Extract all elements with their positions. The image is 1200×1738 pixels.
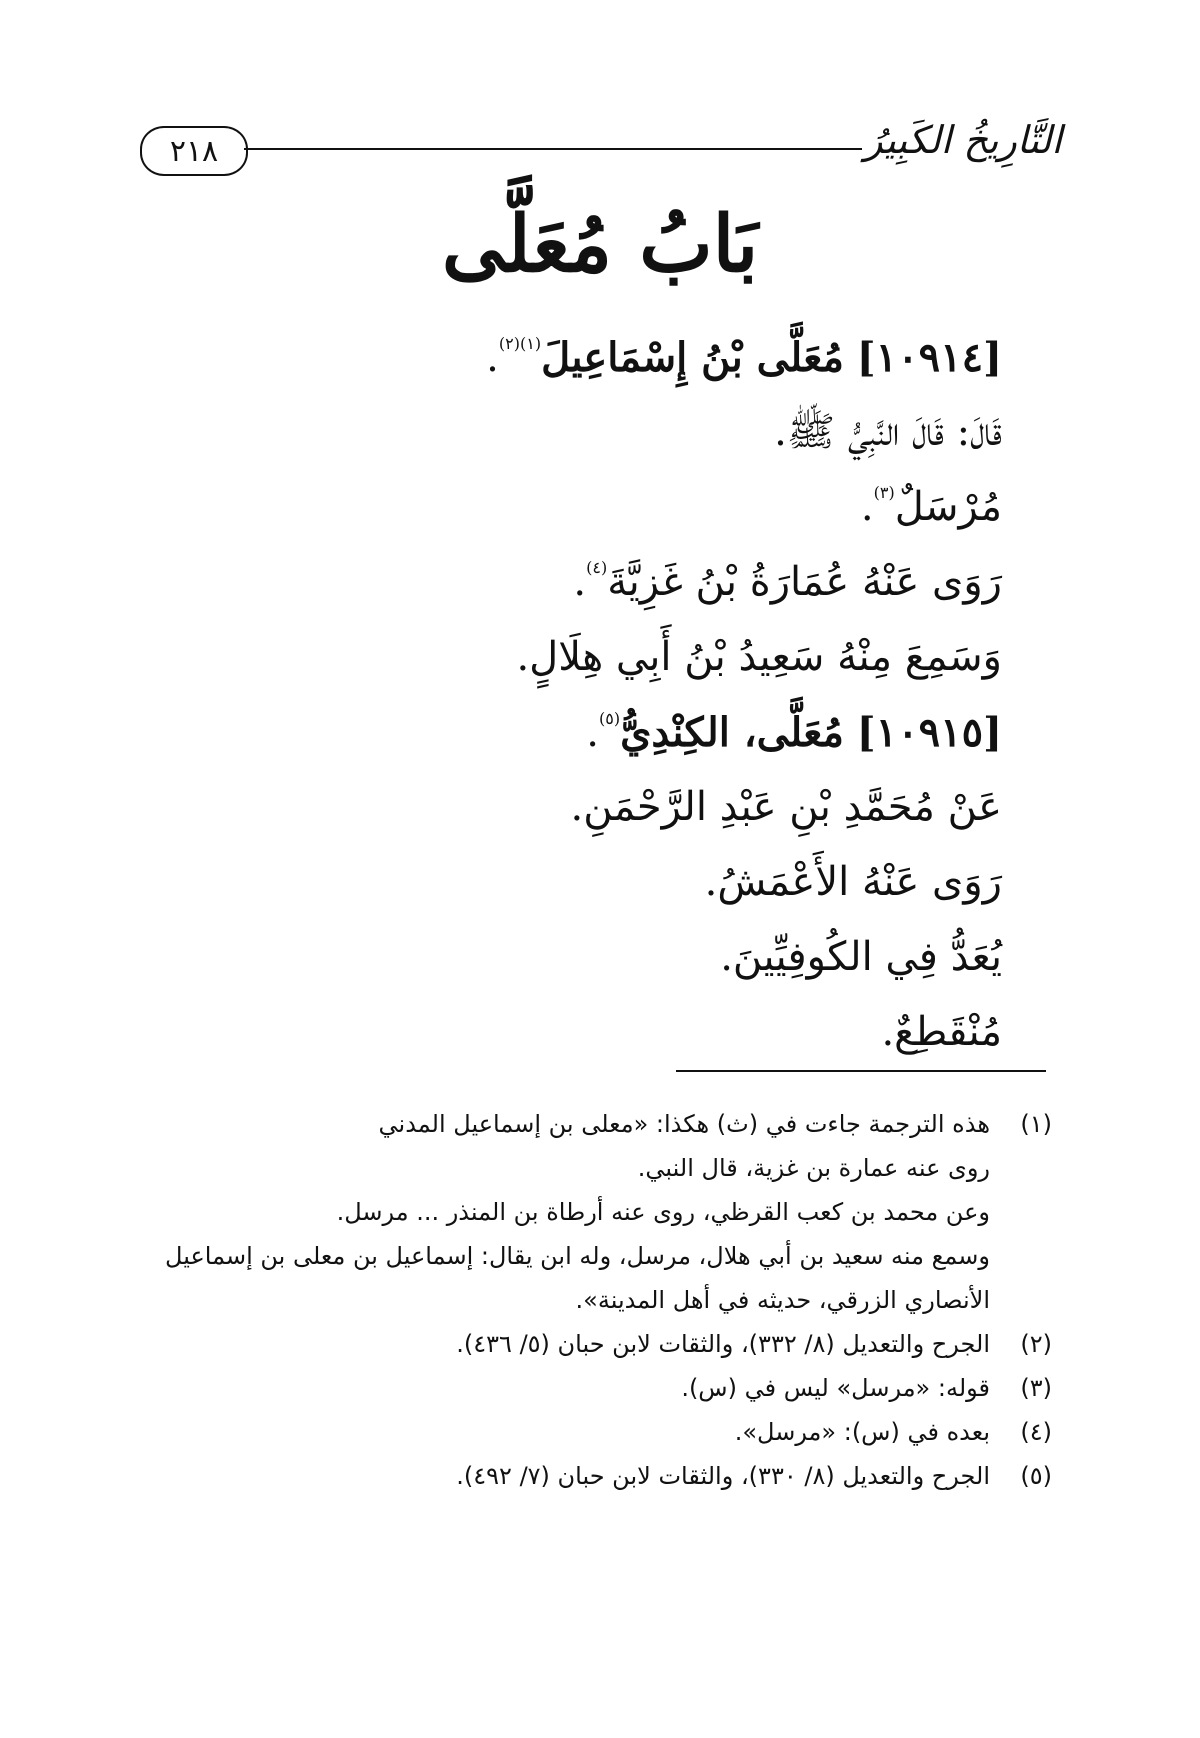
footnote-line: الأنصاري الزرقي، حديثه في أهل المدينة». [575, 1286, 990, 1314]
entry-punct: . [860, 484, 874, 530]
book-title: التَّارِيخُ الكَبِيرُ [864, 118, 1062, 162]
entry-heading [142, 320, 1002, 395]
footnote [132, 1366, 1052, 1410]
main-text [142, 320, 1002, 1070]
footnote-number: (٣) [1020, 1374, 1052, 1402]
entry-name: مُعَلَّى بْنُ إِسْمَاعِيلَ [541, 334, 844, 381]
entry-heading [142, 695, 1002, 770]
entry-line [142, 995, 1002, 1070]
footnote-separator [676, 1070, 1046, 1072]
footnote-body [132, 1410, 990, 1454]
entry-line-text: يُعَدُّ فِي الكُوفِيِّينَ. [720, 934, 1002, 980]
footnote-body [132, 1454, 990, 1498]
footnote-line: روى عنه عمارة بن غزية، قال النبي. [637, 1154, 990, 1182]
footnote-ref: (٤) [586, 558, 608, 577]
footnote-number: (٤) [1020, 1418, 1052, 1446]
footnote-body [132, 1322, 990, 1366]
entry-line [142, 395, 1002, 470]
entry-line-text: مُرْسَلٌ [894, 484, 1002, 530]
chapter-title: بَابُ مُعَلَّى [441, 199, 759, 290]
entry-line [142, 470, 1002, 545]
entry-line [142, 770, 1002, 845]
footnote-line: قوله: «مرسل» ليس في (س). [681, 1374, 990, 1402]
entry-line-text: مُنْقَطِعٌ. [881, 1009, 1002, 1055]
header-rule [244, 148, 862, 150]
footnote-number: (١) [1020, 1110, 1052, 1138]
entry-line-text: قَالَ: قَالَ النَّبِيُّ ﷺ. [774, 409, 1002, 455]
footnote-number: (٥) [1020, 1462, 1052, 1490]
footnotes [132, 1102, 1052, 1498]
entry-name: مُعَلَّى، الكِنْدِيُّ [620, 709, 844, 756]
entry-line-text: عَنْ مُحَمَّدِ بْنِ عَبْدِ الرَّحْمَنِ. [570, 784, 1002, 830]
page-header [140, 118, 1062, 178]
footnote [132, 1454, 1052, 1498]
entry-line-text: رَوَى عَنْهُ عُمَارَةُ بْنُ غَزِيَّةَ [607, 559, 1002, 605]
entry-punct: . [486, 335, 499, 381]
entry-line [142, 845, 1002, 920]
entry-punct: . [586, 710, 599, 756]
entry-line-text: رَوَى عَنْهُ الأَعْمَشُ. [704, 859, 1002, 905]
footnote-ref: (٥) [598, 709, 621, 728]
entry-punct: . [573, 559, 587, 605]
footnote-line: وعن محمد بن كعب القرظي، روى عنه أرطاة بن المنذر ... مرسل. [336, 1198, 990, 1226]
footnote-ref: (١)(٢) [498, 334, 542, 353]
footnote-line: الجرح والتعديل (٨/ ٣٣٢)، والثقات لابن حبان (٥/ ٤٣٦). [456, 1330, 990, 1358]
page-number-badge [140, 126, 248, 176]
page-number: ٢١٨ [169, 133, 219, 169]
footnote-line: وسمع منه سعيد بن أبي هلال، مرسل، وله ابن يقال: إسماعيل بن معلى بن إسماعيل [165, 1242, 990, 1270]
entry-line [142, 920, 1002, 995]
footnote-ref: (٣) [873, 483, 895, 502]
footnote-line: هذه الترجمة جاءت في (ث) هكذا: «معلى بن إسماعيل المدني [378, 1110, 990, 1138]
footnote-number: (٢) [1020, 1330, 1052, 1358]
entry-number: [١٠٩١٥] [856, 709, 1002, 756]
footnote [132, 1410, 1052, 1454]
entry-line-text: وَسَمِعَ مِنْهُ سَعِيدُ بْنُ أَبِي هِلَالٍ. [516, 634, 1002, 680]
entry-number: [١٠٩١٤] [856, 334, 1002, 381]
footnote [132, 1102, 1052, 1322]
footnote-line: بعده في (س): «مرسل». [734, 1418, 990, 1446]
entry-line [142, 620, 1002, 695]
footnote [132, 1322, 1052, 1366]
footnote-line: الجرح والتعديل (٨/ ٣٣٠)، والثقات لابن حبان (٧/ ٤٩٢). [456, 1462, 990, 1490]
entry-line [142, 545, 1002, 620]
footnote-body [132, 1366, 990, 1410]
footnote-body [132, 1102, 990, 1322]
